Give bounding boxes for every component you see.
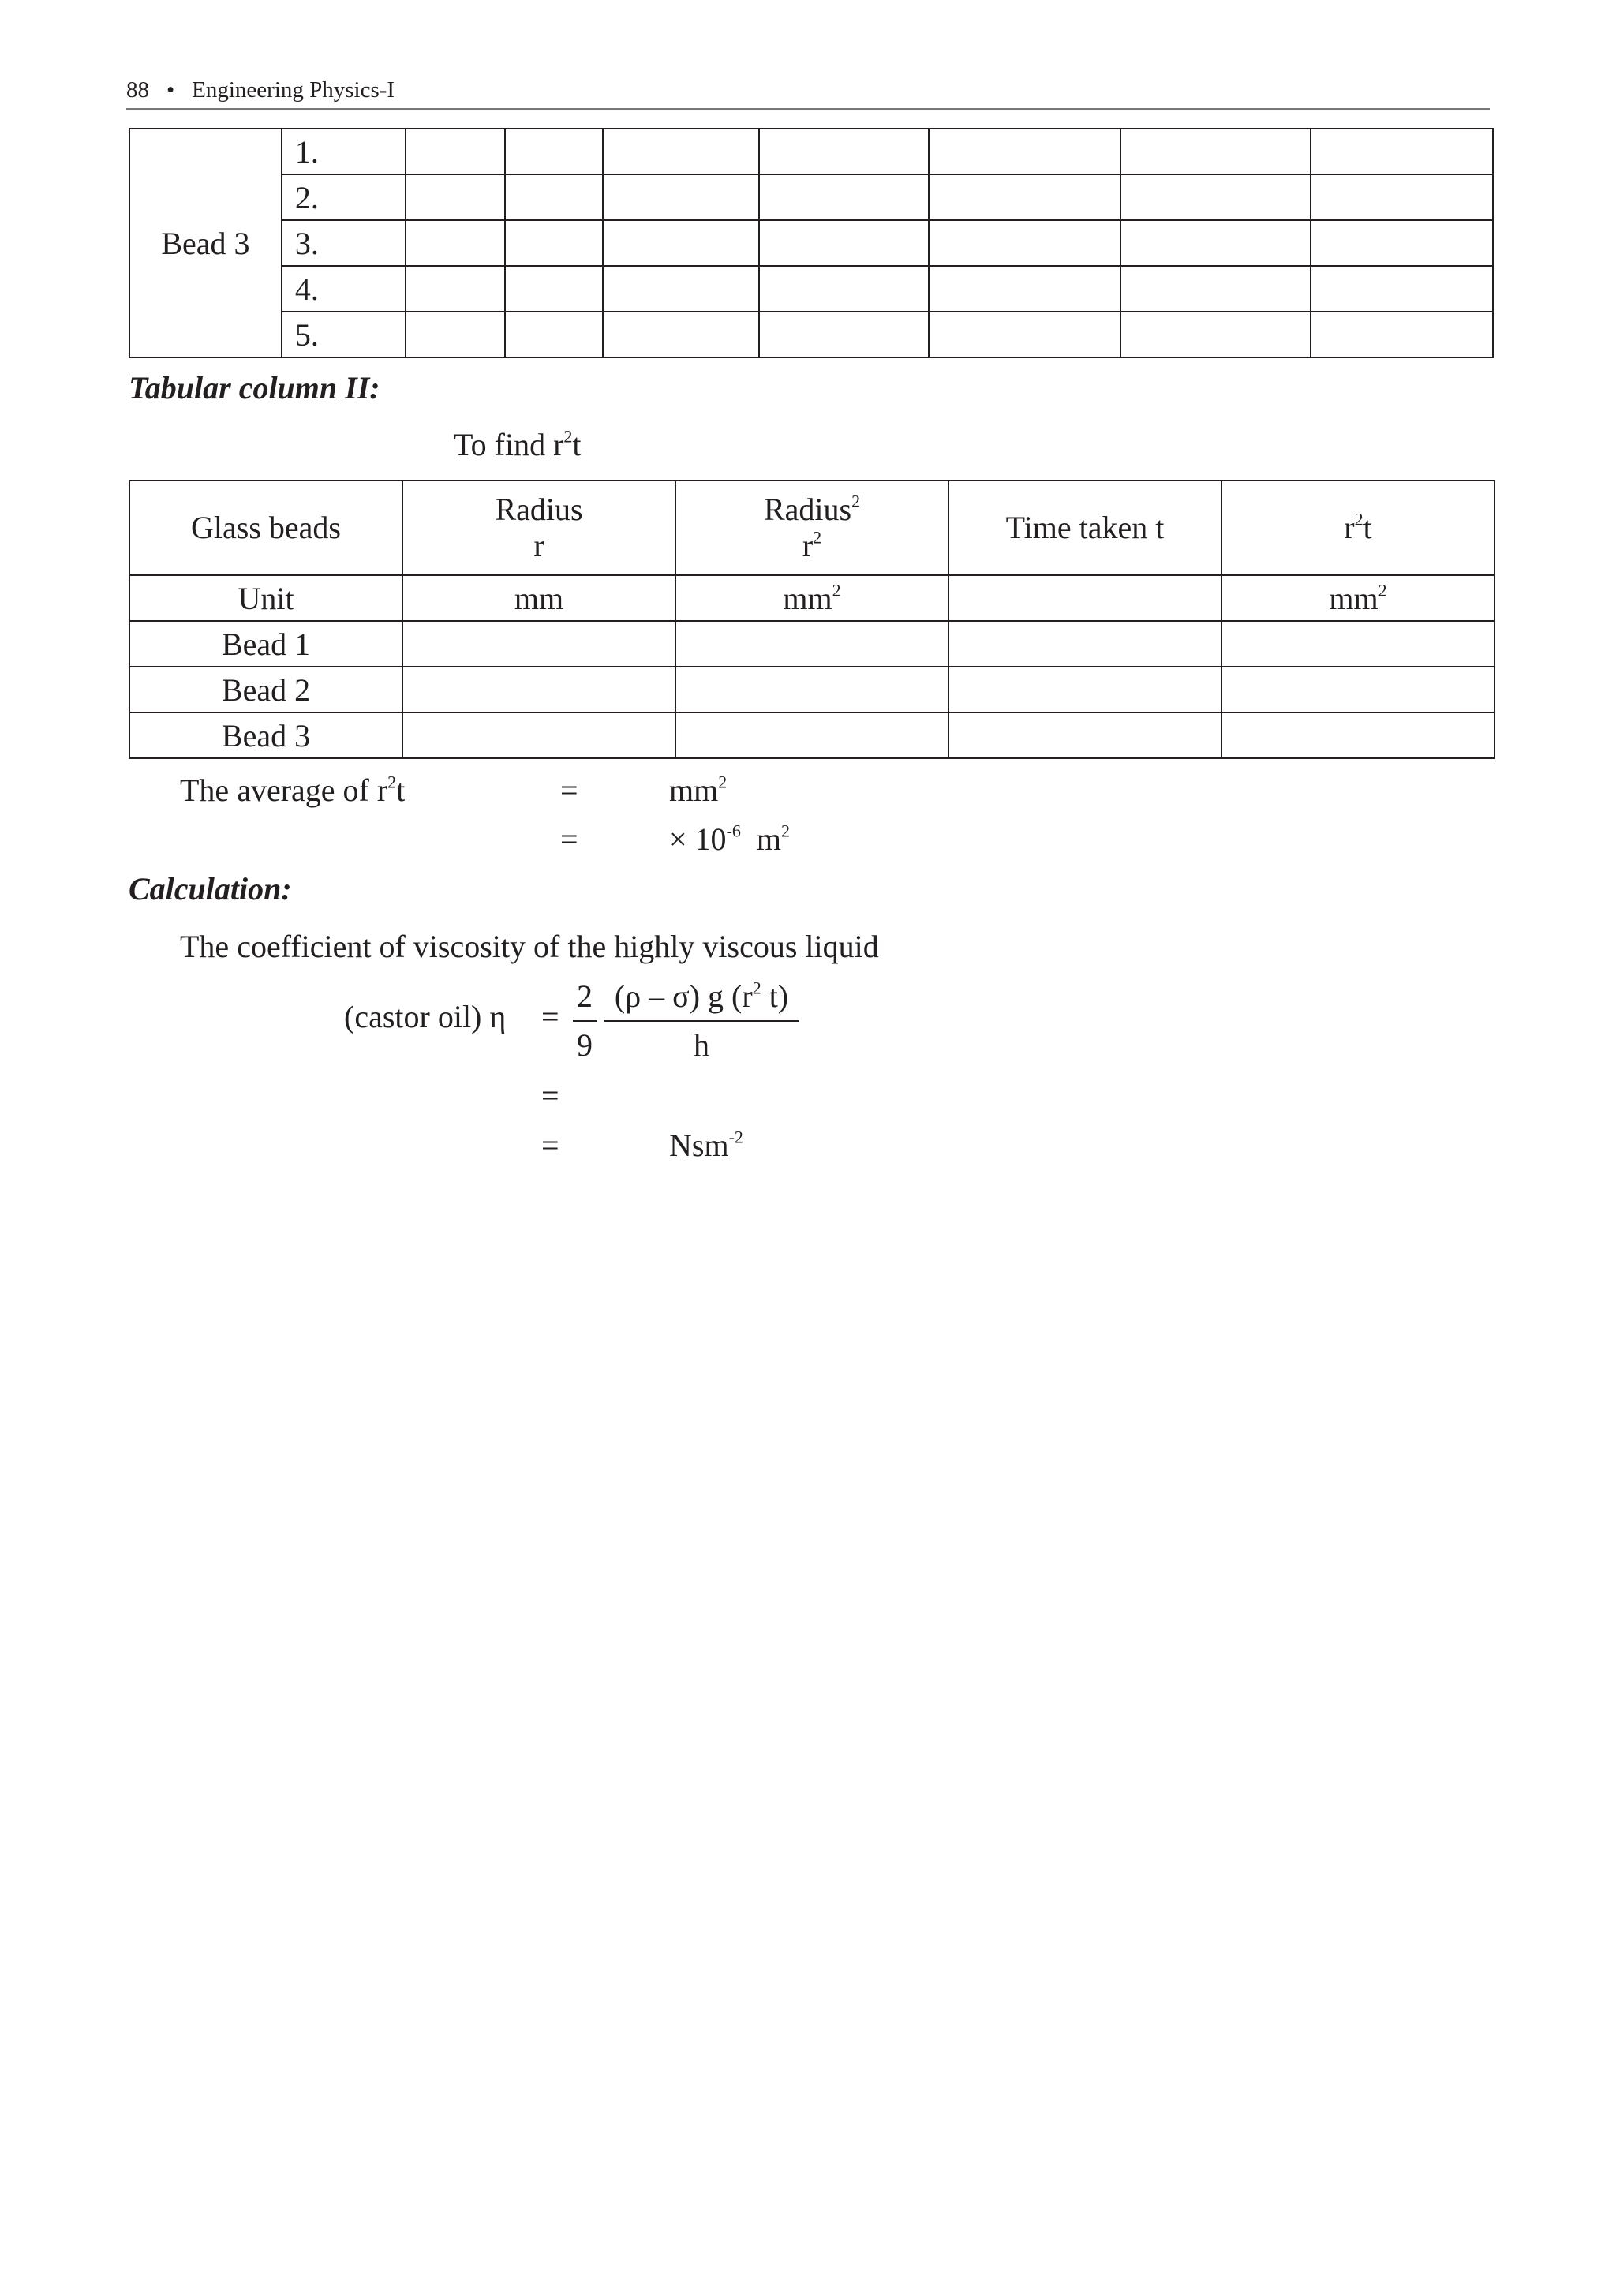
- unit-row: [129, 575, 1494, 621]
- page-number: 88: [126, 77, 149, 103]
- superscript: 2: [832, 580, 841, 600]
- table-row: [129, 667, 1494, 712]
- empty-cell: [406, 174, 505, 220]
- fraction-bar: [604, 1020, 799, 1022]
- empty-cell: [675, 667, 948, 712]
- header-text: Radius: [763, 492, 852, 527]
- empty-cell: [929, 312, 1120, 357]
- empty-cell: [1311, 174, 1493, 220]
- unit-label: Unit: [129, 575, 402, 621]
- empty-cell: [603, 220, 759, 266]
- superscript: -2: [728, 1127, 743, 1147]
- header-text-tail: t: [1363, 510, 1372, 545]
- trial-number: 4.: [282, 266, 406, 312]
- empty-cell: [1120, 220, 1311, 266]
- empty-cell: [406, 266, 505, 312]
- empty-cell: [603, 266, 759, 312]
- header-radius-squared: [675, 481, 948, 575]
- empty-cell: [505, 312, 604, 357]
- fraction-bar: [573, 1020, 597, 1022]
- equals-sign: =: [541, 999, 559, 1034]
- empty-cell: [603, 174, 759, 220]
- r2t-unit: [1221, 575, 1494, 621]
- unit-text: Nsm: [669, 1127, 729, 1163]
- bead-label: Bead 1: [129, 621, 402, 667]
- radius-unit: mm: [402, 575, 675, 621]
- empty-cell: [406, 129, 505, 174]
- caption-text: To find r: [454, 427, 564, 462]
- table-row: [129, 174, 1493, 220]
- header-radius-squared-title: [676, 492, 948, 528]
- average-label-text: The average of r: [180, 772, 388, 808]
- empty-cell: [1311, 312, 1493, 357]
- bead-label: Bead 3: [129, 712, 402, 758]
- empty-cell: [675, 712, 948, 758]
- calculation-description: The coefficient of viscosity of the highly viscous liquid: [180, 929, 879, 964]
- header-text: r: [1344, 510, 1355, 545]
- empty-cell: [1311, 266, 1493, 312]
- table-row: [129, 312, 1493, 357]
- empty-cell: [1311, 129, 1493, 174]
- empty-cell: [1120, 312, 1311, 357]
- table-header-row: [129, 481, 1494, 575]
- equals-sign: =: [560, 821, 578, 857]
- time-unit: [948, 575, 1221, 621]
- superscript: 2: [1378, 580, 1387, 600]
- header-glass-beads: Glass beads: [129, 481, 402, 575]
- header-text: r: [802, 528, 814, 563]
- bead-label: Bead 2: [129, 667, 402, 712]
- unit-text: mm: [783, 580, 832, 616]
- tabular-column-2-heading: Tabular column II:: [129, 370, 380, 406]
- empty-cell: [1221, 667, 1494, 712]
- empty-cell: [1120, 266, 1311, 312]
- radius-squared-unit: [675, 575, 948, 621]
- empty-cell: [948, 667, 1221, 712]
- empty-cell: [1221, 621, 1494, 667]
- fraction-denominator: 9: [577, 1027, 593, 1063]
- empty-cell: [505, 129, 604, 174]
- bead-3-label: Bead 3: [129, 129, 282, 357]
- table-row: [129, 129, 1493, 174]
- fraction-denominator: h: [694, 1027, 709, 1063]
- superscript: 2: [781, 821, 791, 841]
- empty-cell: [402, 621, 675, 667]
- numerator-text: (ρ – σ) g (r: [614, 978, 753, 1014]
- empty-cell: [1311, 220, 1493, 266]
- empty-cell: [929, 220, 1120, 266]
- average-label-tail: t: [396, 772, 406, 808]
- empty-cell: [759, 312, 929, 357]
- empty-cell: [759, 266, 929, 312]
- table-row: [129, 266, 1493, 312]
- header-rule: [126, 108, 1490, 110]
- average-value-mm2: [669, 772, 727, 809]
- empty-cell: [406, 220, 505, 266]
- empty-cell: [948, 712, 1221, 758]
- empty-cell: [505, 174, 604, 220]
- empty-cell: [603, 312, 759, 357]
- header-radius-title: Radius: [495, 492, 583, 527]
- result-unit: [669, 1127, 743, 1164]
- main-fraction: [604, 978, 799, 1064]
- header-radius: [402, 481, 675, 575]
- empty-cell: [675, 621, 948, 667]
- empty-cell: [759, 174, 929, 220]
- empty-cell: [402, 667, 675, 712]
- superscript: 2: [752, 978, 761, 998]
- caption-superscript: 2: [563, 426, 573, 447]
- empty-cell: [948, 621, 1221, 667]
- empty-cell: [402, 712, 675, 758]
- exponent: -6: [726, 821, 741, 841]
- equals-sign: =: [560, 772, 578, 808]
- trial-number: 2.: [282, 174, 406, 220]
- trial-number: 3.: [282, 220, 406, 266]
- empty-cell: [759, 129, 929, 174]
- average-value-m2: [669, 821, 790, 858]
- superscript: 2: [851, 491, 861, 511]
- empty-cell: [1120, 129, 1311, 174]
- book-title: Engineering Physics-I: [192, 77, 395, 103]
- superscript: 2: [387, 772, 397, 792]
- superscript: 2: [718, 772, 728, 792]
- empty-cell: [1221, 712, 1494, 758]
- empty-cell: [929, 266, 1120, 312]
- average-label: [180, 772, 405, 809]
- empty-cell: [929, 129, 1120, 174]
- empty-cell: [929, 174, 1120, 220]
- header-radius-symbol: r: [533, 528, 544, 563]
- trial-number: 1.: [282, 129, 406, 174]
- unit-text: m: [756, 821, 782, 857]
- fraction-numerator: 2: [577, 978, 593, 1014]
- unit-text: mm: [669, 772, 719, 808]
- running-header: [126, 77, 395, 103]
- empty-cell: [505, 220, 604, 266]
- calculation-heading: Calculation:: [129, 871, 292, 907]
- table-row: [129, 220, 1493, 266]
- coefficient-fraction: [573, 978, 597, 1064]
- numerator-text-tail: t): [761, 978, 789, 1014]
- header-separator: •: [166, 77, 175, 103]
- table-row: [129, 712, 1494, 758]
- formula-lhs: (castor oil) η: [344, 999, 507, 1034]
- caption-text-tail: t: [572, 427, 582, 462]
- superscript: 2: [813, 527, 822, 548]
- table-caption: [454, 426, 582, 463]
- fraction-numerator: [604, 978, 799, 1015]
- power-of-ten: × 10: [669, 821, 727, 857]
- readings-table-bead-3: [129, 128, 1494, 358]
- header-r2t: [1221, 481, 1494, 575]
- unit-text: mm: [1329, 580, 1378, 616]
- r2t-table: [129, 480, 1495, 759]
- trial-number: 5.: [282, 312, 406, 357]
- empty-cell: [505, 266, 604, 312]
- header-radius-squared-symbol: [676, 528, 948, 564]
- equals-sign: =: [541, 1127, 559, 1163]
- empty-cell: [1120, 174, 1311, 220]
- superscript: 2: [1354, 509, 1364, 529]
- table-row: [129, 621, 1494, 667]
- empty-cell: [603, 129, 759, 174]
- equals-sign: =: [541, 1078, 559, 1113]
- header-time-taken: Time taken t: [948, 481, 1221, 575]
- empty-cell: [759, 220, 929, 266]
- empty-cell: [406, 312, 505, 357]
